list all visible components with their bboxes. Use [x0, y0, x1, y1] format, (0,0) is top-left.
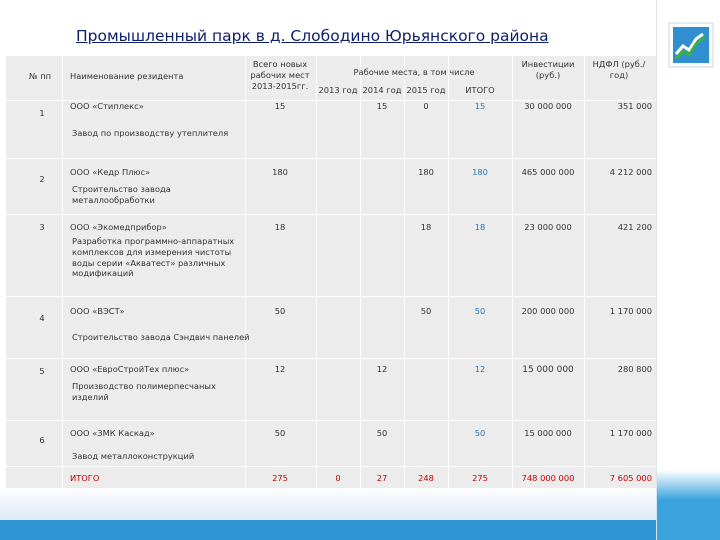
col-divider: [245, 56, 246, 488]
growth-chart-icon: [668, 22, 714, 68]
row-4-num: 4: [39, 313, 45, 323]
col-divider: [404, 56, 405, 488]
row-6-itogo: 50: [474, 428, 486, 438]
side-decoration: [656, 0, 720, 540]
total-label: ИТОГО: [70, 473, 100, 483]
col-divider: [448, 56, 449, 488]
row-4-name: ООО «ВЭСТ»: [70, 306, 125, 316]
row-2-total: 180: [272, 167, 288, 177]
total-invest: 748 000 000: [521, 473, 575, 483]
row-divider: [6, 158, 656, 159]
row-4-2015: 50: [420, 306, 432, 316]
row-5-2014: 12: [376, 364, 388, 374]
col-divider: [316, 56, 317, 488]
row-4-invest: 200 000 000: [521, 306, 575, 316]
row-1-desc: Завод по производству утеплителя: [72, 128, 229, 138]
row-3-itogo: 18: [474, 222, 486, 232]
header-2013: 2013 год: [318, 85, 358, 95]
row-1-ndfl: 351 000: [617, 101, 652, 111]
total-2014: 27: [376, 473, 388, 483]
header-itogo: ИТОГО: [465, 85, 495, 95]
row-6-num: 6: [39, 435, 45, 445]
row-2-desc: Строительство завода металлообработки: [72, 184, 171, 205]
row-1-invest: 30 000 000: [524, 101, 572, 111]
header-2014: 2014 год: [362, 85, 402, 95]
row-1-itogo: 15: [474, 101, 486, 111]
row-4-itogo: 50: [474, 306, 486, 316]
header-resident: Наименование резидента: [70, 71, 184, 81]
side-divider: [656, 0, 657, 540]
col-divider: [584, 56, 585, 488]
row-3-num: 3: [39, 222, 45, 232]
row-1-2014: 15: [376, 101, 388, 111]
row-2-2015: 180: [418, 167, 434, 177]
row-6-invest: 15 000 000: [524, 428, 572, 438]
row-6-ndfl: 1 170 000: [609, 428, 652, 438]
row-3-invest: 23 000 000: [524, 222, 572, 232]
total-jobs: 275: [272, 473, 288, 483]
total-itogo: 275: [472, 473, 488, 483]
row-6-desc: Завод металлоконструкций: [72, 451, 195, 461]
header-total-jobs: Всего новых рабочих мест 2013-2015гг.: [250, 59, 310, 91]
row-5-name: ООО «ЕвроСтройТех плюс»: [70, 364, 190, 374]
row-2-ndfl: 4 212 000: [609, 167, 652, 177]
total-2015: 248: [418, 473, 434, 483]
row-3-2015: 18: [420, 222, 432, 232]
row-1-total: 15: [274, 101, 286, 111]
row-2-itogo: 180: [472, 167, 488, 177]
header-ndfl: НДФЛ (руб./год): [592, 59, 646, 80]
header-num: № пп: [28, 71, 52, 81]
page-title: Промышленный парк в д. Слободино Юрьянского района: [76, 27, 549, 45]
row-2-name: ООО «Кедр Плюс»: [70, 167, 151, 177]
row-6-total: 50: [274, 428, 286, 438]
row-6-2014: 50: [376, 428, 388, 438]
row-4-ndfl: 1 170 000: [609, 306, 652, 316]
row-2-invest: 465 000 000: [521, 167, 575, 177]
row-1-2015: 0: [423, 101, 429, 111]
row-4-total: 50: [274, 306, 286, 316]
row-2-num: 2: [39, 174, 45, 184]
row-5-invest: 15 000 000: [522, 365, 574, 375]
row-5-total: 12: [274, 364, 286, 374]
row-3-desc: Разработка программно-аппаратных комплексов для измерения чистоты воды серии «Акватест» различных модификаций: [72, 236, 235, 279]
row-3-total: 18: [274, 222, 286, 232]
row-3-name: ООО «Экомедприбор»: [70, 222, 167, 232]
total-2013: 0: [335, 473, 341, 483]
row-5-num: 5: [39, 366, 45, 376]
header-investment: Инвестиции (руб.): [521, 59, 575, 80]
row-5-ndfl: 280 800: [617, 364, 652, 374]
row-1-name: ООО «Стиплекс»: [70, 101, 144, 111]
row-divider: [6, 358, 656, 359]
row-divider: [6, 420, 656, 421]
row-4-desc: Строительство завода Сэндвич панелей: [72, 332, 250, 342]
row-5-desc: Производство полимерпесчаных изделий: [72, 381, 216, 402]
header-jobs-including: Рабочие места, в том числе: [353, 67, 475, 77]
row-5-itogo: 12: [474, 364, 486, 374]
col-divider: [360, 56, 361, 488]
row-divider: [6, 296, 656, 297]
row-6-name: ООО «ЗМК Каскад»: [70, 428, 155, 438]
total-ndfl: 7 605 000: [609, 473, 652, 483]
row-1-num: 1: [39, 108, 45, 118]
row-3-ndfl: 421 200: [617, 222, 652, 232]
col-divider: [62, 56, 63, 488]
bottom-bar: [0, 520, 656, 540]
row-divider: [6, 214, 656, 215]
row-divider: [6, 466, 656, 467]
header-2015: 2015 год: [406, 85, 446, 95]
col-divider: [512, 56, 513, 488]
